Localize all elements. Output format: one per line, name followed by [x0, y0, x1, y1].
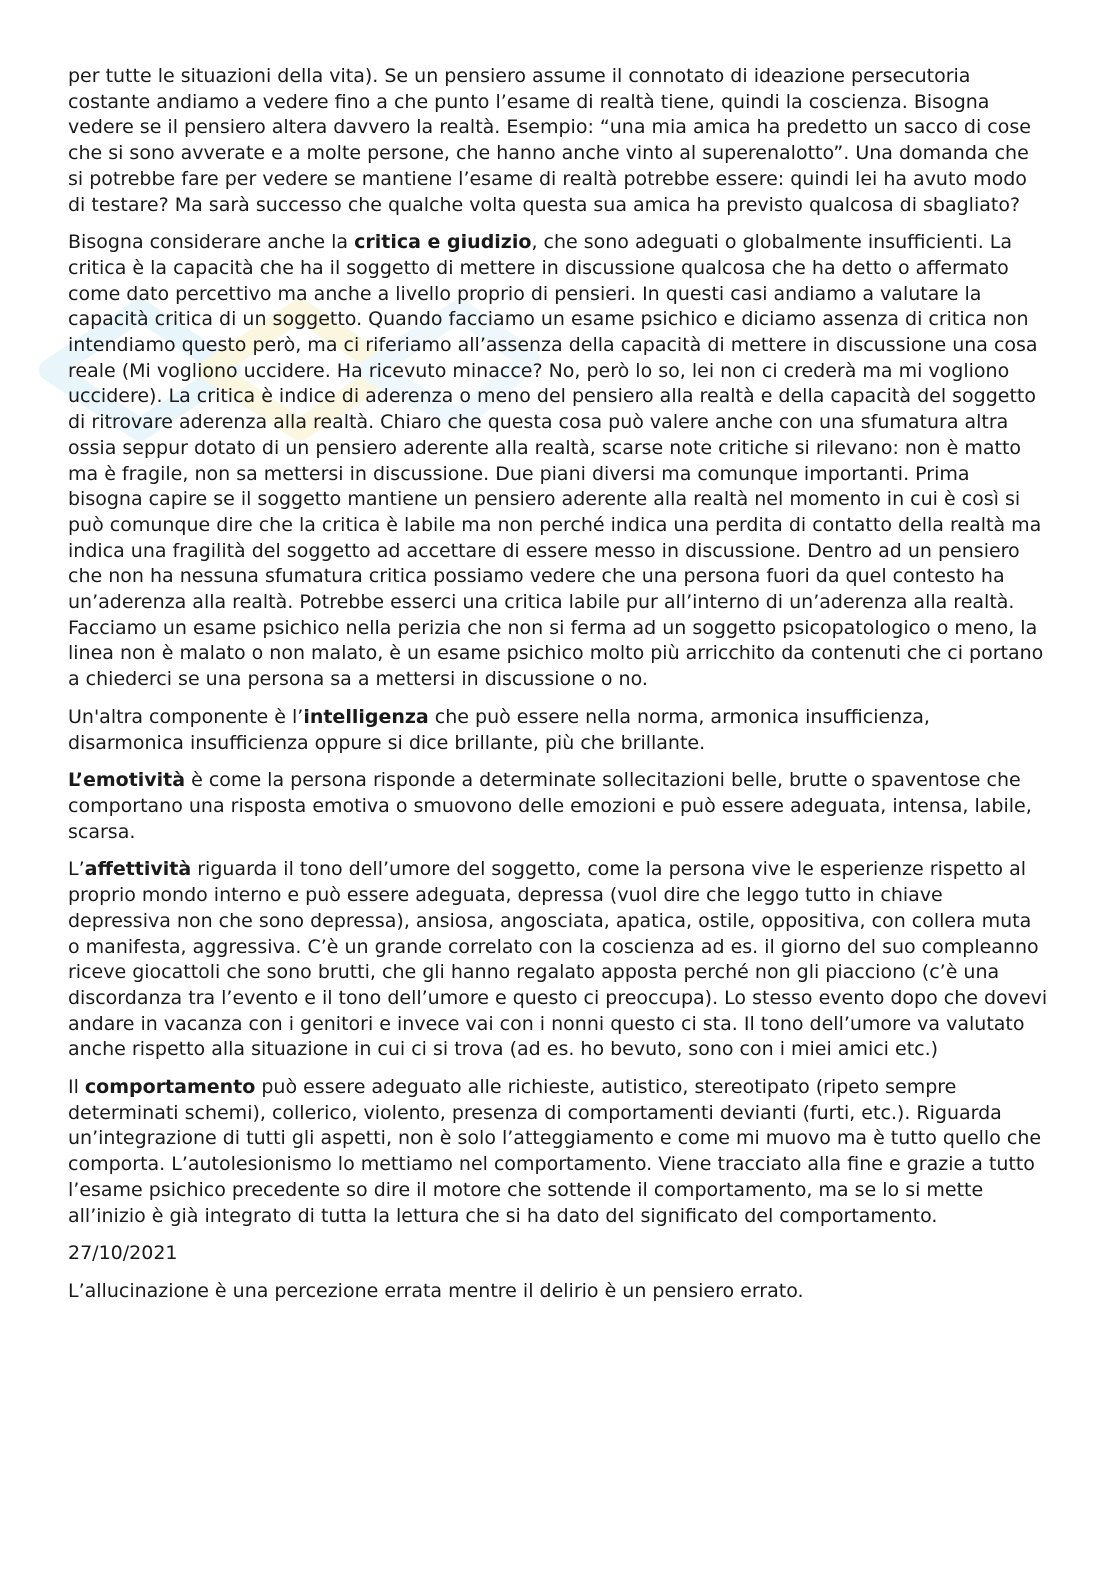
term-emotivita: L’emotività	[68, 769, 186, 792]
text-segment: per tutte le situazioni della vita). Se un pensiero assume il connotato di ideazione persecutoria costante andiamo a vedere fino a che punto l’esame di realtà tiene, quindi la coscienza. Bisogna vedere se il pensiero altera davvero la realtà. Esempio: “una mia amica ha predetto un sacco di cose che si sono avverate e a molte persone, che hanno anche vinto al superenalotto”. Una domanda che si potrebbe fare per vedere se mantiene l’esame di realtà potrebbe essere: quindi lei ha avuto modo di testare? Ma sarà successo che qualche volta questa sua amica ha previsto qualcosa di sbagliato?	[68, 65, 1031, 216]
text-segment: , che sono adeguati o globalmente insufficienti. La critica è la capacità che ha il soggetto di mettere in discussione qualcosa che ha detto o affermato come dato percettivo ma anche a livello proprio di pensieri. In questi casi andiamo a valutare la capacità critica di un soggetto. Quando facciamo un esame psichico e diciamo assenza di critica non intendiamo questo però, ma ci riferiamo all’assenza della capacità di mettere in discussione una cosa reale (Mi vogliono uccidere. Ha ricevuto minacce? No, però lo so, lei non ci crederà ma mi vogliono uccidere). La critica è indice di aderenza o meno del pensiero alla realtà e della capacità del soggetto di ritrovare aderenza alla realtà. Chiaro che questa cosa può valere anche con una sfumatura altra ossia seppur dotato di un pensiero aderente alla realtà, scarse note critiche si rilevano: non è matto ma è fragile, non sa mettersi in discussione. Due piani diversi ma comunque importanti. Prima bisogna capire se il soggetto mantiene un pensiero aderente alla realtà nel momento in cui è così si può comunque dire che la critica è labile ma non perché indica una perdita di contatto della realtà ma indica una fragilità del soggetto ad accettare di essere messo in discussione. Dentro ad un pensiero che non ha nessuna sfumatura critica possiamo vedere che una persona fuori da quel contesto ha un’aderenza alla realtà. Potrebbe esserci una critica labile pur all’interno di un’aderenza alla realtà. Facciamo un esame psichico nella perizia che non si ferma ad un soggetto psicopatologico o meno, la linea non è malato o non malato, è un esame psichico molto più arricchito da contenuti che ci portano a chiederci se una persona sa a mettersi in discussione o no.	[68, 231, 1044, 691]
paragraph-esame-realta	[68, 64, 1048, 218]
term-comportamento: comportamento	[84, 1076, 256, 1099]
paragraph-comportamento	[68, 1075, 1048, 1229]
term-intelligenza: intelligenza	[303, 705, 429, 728]
text-segment: Bisogna considerare anche la	[68, 231, 355, 254]
date-heading	[68, 1241, 1048, 1267]
text-segment: Il	[68, 1076, 85, 1099]
paragraph-intelligenza	[68, 705, 1048, 756]
document-page	[68, 64, 1048, 1317]
text-segment: riguarda il tono dell’umore del soggetto, come la persona vive le esperienze rispetto al proprio mondo interno e può essere adeguata, depressa (vuol dire che leggo tutto in chiave depressiva non che sono depressa), ansiosa, angosciata, apatica, ostile, oppositiva, con collera muta o manifesta, aggressiva. C’è un grande correlato con la coscienza ad es. il giorno del suo compleanno riceve giocattoli che sono brutti, che gli hanno regalato apposta perché non gli piacciono (c’è una discordanza tra l’evento e il tono dell’umore e questo ci preoccupa). Lo stesso evento dopo che dovevi andare in vacanza con i genitori e invece vai con i nonni questo ci sta. Il tono dell’umore va valutato anche rispetto alla situazione in cui ci si trova (ad es. ho bevuto, sono con i miei amici etc.)	[68, 858, 1048, 1061]
text-segment: Un'altra componente è l’	[68, 705, 304, 728]
paragraph-affettivita	[68, 857, 1048, 1063]
paragraph-critica-giudizio	[68, 230, 1048, 693]
term-affettivita: affettività	[84, 858, 192, 881]
paragraph-emotivita	[68, 768, 1048, 845]
text-segment: L’	[68, 858, 85, 881]
text-segment: è come la persona risponde a determinate sollecitazioni belle, brutte o spaventose che comportano una risposta emotiva o smuovono delle emozioni e può essere adeguata, intensa, labile, scarsa.	[68, 769, 1032, 843]
date-text: 27/10/2021	[68, 1242, 178, 1265]
text-segment: che può essere nella norma, armonica insufficienza, disarmonica insufficienza oppure si dice brillante, più che brillante.	[68, 705, 930, 754]
text-segment: L’allucinazione è una percezione errata mentre il delirio è un pensiero errato.	[68, 1279, 804, 1302]
term-critica-giudizio: critica e giudizio	[354, 231, 532, 254]
text-segment: può essere adeguato alle richieste, autistico, stereotipato (ripeto sempre determinati schemi), collerico, violento, presenza di comportamenti devianti (furti, etc.). Riguarda un’integrazione di tutti gli aspetti, non è solo l’atteggiamento e come mi muovo ma è tutto quello che comporta. L’autolesionismo lo mettiamo nel comportamento. Viene tracciato alla fine e grazie a tutto l’esame psichico precedente so dire il motore che sottende il comportamento, ma se lo si mette all’inizio è già integrato di tutta la lettura che si ha dato del significato del comportamento.	[68, 1076, 1042, 1227]
paragraph-allucinazione	[68, 1279, 1048, 1305]
